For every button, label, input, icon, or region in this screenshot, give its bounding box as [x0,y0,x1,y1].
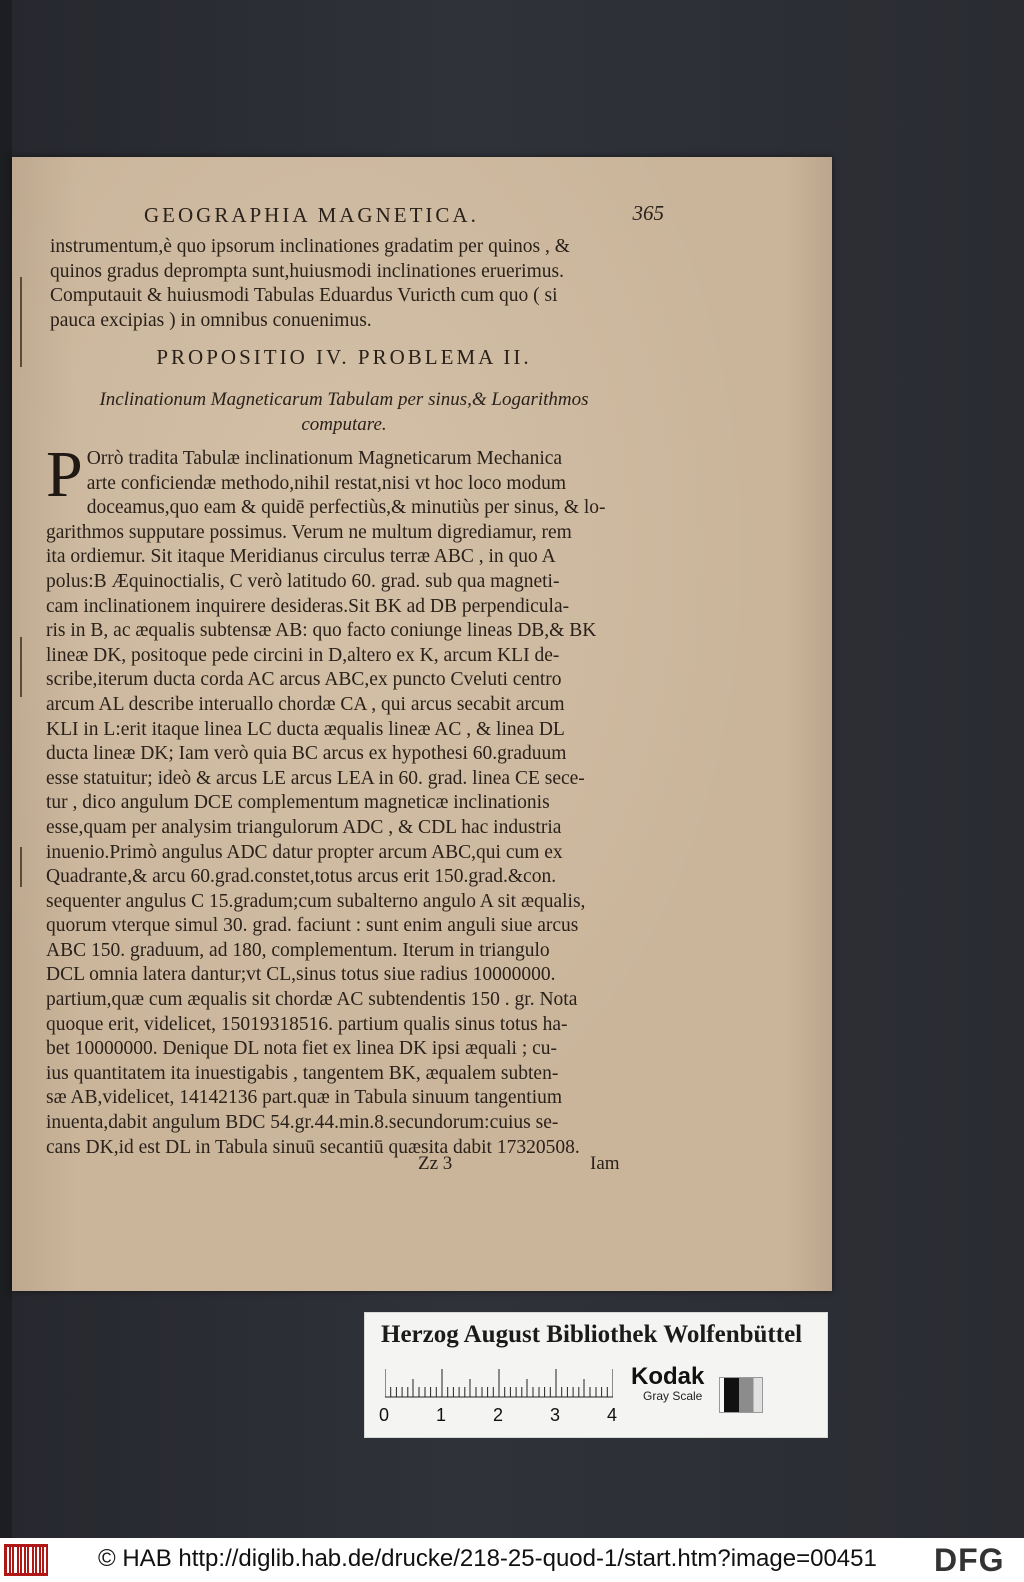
text-line: KLI in L:erit itaque linea LC ducta æqualis lineæ AC , & linea DL [46,718,565,740]
text-line: arcum AL describe interuallo chordæ CA , qui arcus secabit arcum [46,693,565,715]
ruler-label: 4 [607,1405,618,1425]
drop-cap: P [46,438,83,511]
signature-mark: Zz 3 [418,1153,453,1174]
ruler-label: 3 [550,1405,561,1425]
dfg-logo: DFG [934,1542,1005,1578]
text-line: partium,quæ cum æqualis sit chordæ AC subtendentis 150 . gr. Nota [46,989,578,1011]
library-name: Herzog August Bibliothek Wolfenbüttel [381,1321,803,1348]
text-line: ABC 150. graduum, ad 180, complementum. Iterum in triangulo [46,939,550,961]
text-line: bet 10000000. Denique DL nota fiet ex linea DK ipsi æquali ; cu- [46,1038,558,1060]
page-header [144,203,664,231]
color-calibration-card [364,1312,828,1438]
ruler-label: 0 [379,1405,390,1425]
text-line: inuenta,dabit angulum BDC 54.gr.44.min.8.secundorum:cuius se- [46,1112,559,1134]
text-line: polus:B Æquinoctialis, C verò latitudo 60. grad. sub qua magneti- [46,570,560,592]
text-line: esse,quam per analysim triangulorum ADC , & CDL hac industria [46,816,562,838]
gray-swatch [719,1377,763,1413]
text-line: inuenio.Primò angulus ADC datur propter arcum ABC,qui cum ex [46,841,563,863]
ruler-scale [385,1369,613,1399]
text-line: garithmos supputare possimus. Verum ne multum digrediamur, rem [46,521,572,543]
text-line: DCL omnia latera dantur;vt CL,sinus totus siue radius 10000000. [46,964,556,986]
proposition-heading: PROPOSITIO IV. PROBLEMA II. [156,345,532,369]
text-line: quorum vterque simul 30. grad. faciunt : sunt enim anguli siue arcus [46,915,579,937]
text-line: cans DK,id est DL in Tabula sinuū secantiū quæsita dabit 17320508. [46,1136,580,1158]
proposition-subtitle [56,387,632,437]
gray-scale-label: Gray Scale [643,1389,703,1403]
left-edge-strip [0,0,12,1538]
text-line: sequenter angulus C 15.gradum;cum subalterno angulo A sit æqualis, [46,890,586,912]
text-line: ris in B, ac æqualis subtensæ AB: quo facto coniunge lineas DB,& BK [46,620,597,642]
kodak-logo: Kodak [631,1363,705,1390]
text-line: ita ordiemur. Sit itaque Meridianus circulus terræ ABC , in quo A [46,546,556,568]
running-head: GEOGRAPHIA MAGNETICA. [144,203,479,227]
intro-paragraph [50,235,638,333]
text-line: doceamus,quo eam & quidē perfectiùs,& minutiùs per sinus, & lo- [86,497,606,519]
text-line: Quadrante,& arcu 60.grad.constet,totus arcus erit 150.grad.&con. [46,866,557,888]
text-line: arte conficiendæ methodo,nihil restat,nisi vt hoc loco modum [86,472,566,494]
footer-bar [0,1538,1024,1582]
text-line: cam inclinationem inquirere desideras.Sit BK ad DB perpendicula- [46,595,570,617]
book-page [12,157,832,1291]
text-line: sæ AB,videlicet, 14142136 part.quæ in Tabula sinuum tangentium [46,1087,563,1109]
text-line: pauca excipias ) in omnibus conuenimus. [50,309,372,331]
text-line: esse statuitur; ideò & arcus LE arcus LEA in 60. grad. linea CE sece- [46,767,585,789]
page-number: 365 [632,201,664,225]
text-line: ius quantitatem ita inuestigabis , tangentem BK, æqualem subten- [46,1062,559,1084]
subtitle-line: computare. [301,414,387,435]
catchword: Iam [590,1153,620,1174]
text-line: tur , dico angulum DCE complementum magneticæ inclinationis [46,792,550,814]
ruler-label: 2 [493,1405,504,1425]
text-line: Orrò tradita Tabulæ inclinationum Magneticarum Mechanica [86,448,563,469]
copyright-url[interactable]: © HAB http://diglib.hab.de/drucke/218-25-quod-1/start.htm?image=00451 [98,1545,877,1572]
barcode-icon [4,1544,48,1576]
subtitle-line: Inclinationum Magneticarum Tabulam per sinus,& Logarithmos [99,389,589,410]
ruler-label: 1 [436,1405,447,1425]
text-line: ducta lineæ DK; Iam verò quia BC arcus ex hypothesi 60.graduum [46,743,567,765]
body-paragraph [46,438,638,1160]
text-line: scribe,iterum ducta corda AC arcus ABC,ex puncto Cveluti centro [46,669,562,691]
text-line: instrumentum,è quo ipsorum inclinationes gradatim per quinos , & [50,236,570,257]
text-line: lineæ DK, positoque pede circini in D,altero ex K, arcum KLI de- [46,644,560,666]
text-line: Computauit & huiusmodi Tabulas Eduardus Vuricth cum quo ( si [50,285,558,307]
text-line: quoque erit, videlicet, 15019318516. partium qualis sinus totus ha- [46,1013,568,1035]
text-line: quinos gradus deprompta sunt,huiusmodi inclinationes eruerimus. [50,260,564,282]
